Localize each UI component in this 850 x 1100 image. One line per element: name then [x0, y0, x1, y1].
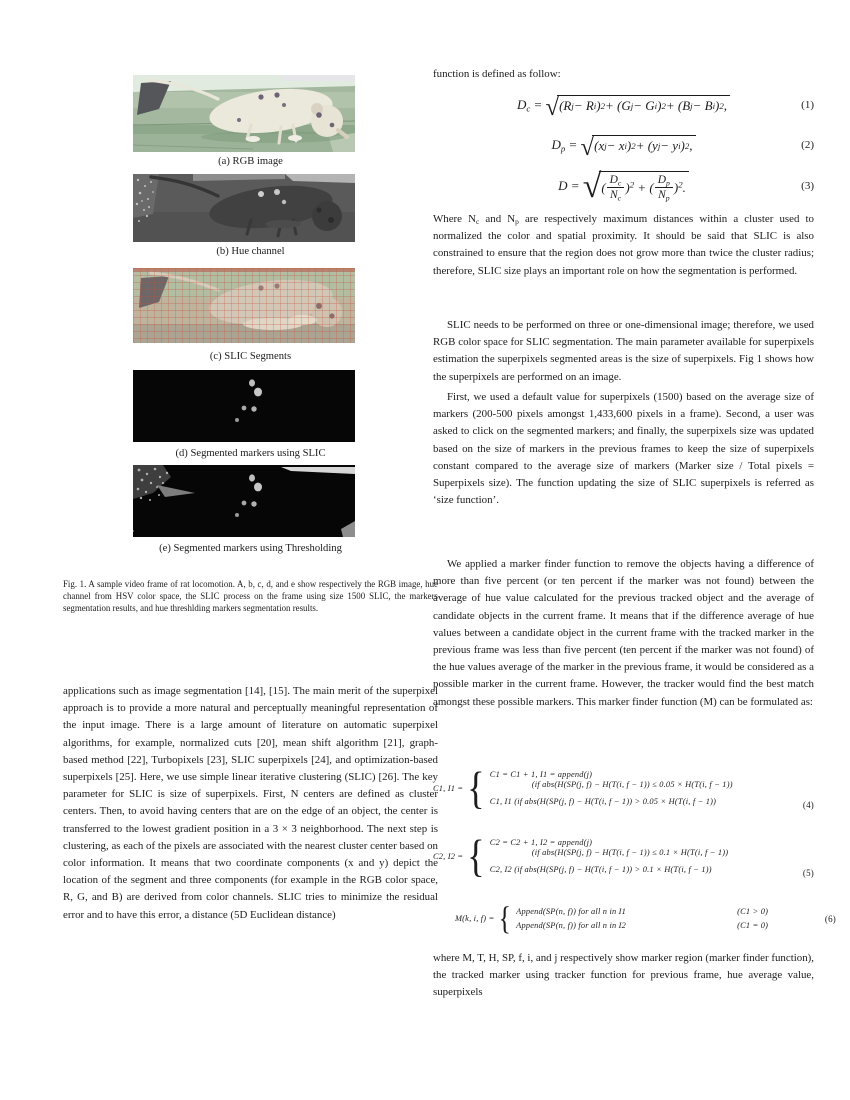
eq1-number: (1) — [801, 99, 814, 111]
subfigure-e-segmented-markers-thresholding — [133, 465, 355, 537]
equation-1 — [433, 86, 814, 124]
subfigure-d-segmented-markers-slic — [133, 370, 355, 442]
subfigure-a-rgb-image — [133, 75, 355, 152]
subfigure-a-caption: (a) RGB image — [218, 156, 283, 167]
subfigure-b-hue-channel — [133, 174, 355, 242]
eq2-number: (2) — [801, 139, 814, 151]
eq3-radicand: ( $\frac{D_c}{N_c}$ )$^2$ + ( $\frac{D_p}{N_p}$ )$^2$. — [599, 171, 689, 201]
left-brace: { — [498, 899, 512, 936]
equation-3 — [433, 163, 814, 209]
eq6-lhs: M(k, i, f) = — [455, 914, 495, 923]
left-brace: { — [467, 831, 485, 881]
eq6-cases: Append(SP(n, f)) for all n in I1 (C1 > 0) Append(SP(n, f)) for all n in I2 (C1 = 0) — [516, 907, 769, 930]
equation-5 — [433, 831, 814, 881]
subfigure-c-caption: (c) SLIC Segments — [209, 351, 292, 362]
eq4-number: (4) — [802, 800, 814, 810]
equation-2 — [433, 128, 814, 162]
right-column — [433, 0, 836, 1100]
left-body-paragraph: applications such as image segmentation [14], [15]. The main merit of the superpixel approach is to provide a more natural and perceptually meaningful representation of the input image. There is a large amount of literature on automatic superpixel algorithms, for example, normalized cuts [20], mean shift algorithm [21], graph-based method [22], Turbopixels [23], SLIC superpixels [24], and optimization-based superpixels [25]. Here, we use simple linear iterative clustering (SLIC) [26]. The key parameter for SLIC is size of superpixels. First, N centers are defined as cluster centers. Then, to avoid having centers that are on the edge of an object, the center is transferred to the lowest gradient position in a 3 × 3 neighborhood. The next step is clustering, as each of the pixels are associated with the nearest cluster center based on color information. It means that two coordinate components (x and y) depict the location of the segment and three components (for example in the RGB color space, R, G, and B) are derived from color channels. SLIC tries to minimize the residual error and to have this error, a distance (5D Euclidean distance) — [63, 685, 438, 921]
subfigure-d-caption: (d) Segmented markers using SLIC — [175, 448, 326, 459]
subfigure-c-slic-segments — [133, 268, 355, 343]
eq2-lhs: $D_p$ = — [551, 137, 578, 154]
paragraph-where-nc-np: Where $N_c$ and $N_p$ are respectively maximum distances within a cluster used to normalized the color and spatial proximity. It should be said that SLIC is also constrained to ensure that the region does not grow more than twice the cluster radius; therefore, SLIC size plays an important role on how the segmentation is performed. — [433, 213, 814, 277]
eq5-cases: C2 = C2 + 1, I2 = append(j) (if abs(H(SP(j, f) − H(T(i, f − 1)) ≤ 0.1 × H(T(i, f − 1)) C2, I2 (if abs(H(SP(j, f) − H(T(i, f − 1)) > 0.1 × H(T(i, f − 1)) — [489, 838, 729, 874]
eq6-number: (6) — [824, 913, 836, 924]
eq3-number: (3) — [801, 180, 814, 192]
eq5-number: (5) — [802, 868, 814, 878]
eq5-lhs: C2, I2 = — [433, 851, 464, 861]
sqrt-radical: √ ( $\frac{D_c}{N_c}$ )$^2$ + ( $\frac{D_p}{N_p}$ )$^2$. — [583, 171, 689, 201]
sqrt-radical: √ (R j − R i ) 2 + (G j − G i ) 2 + (B j − B i ) 2 , — [546, 95, 731, 116]
paragraph-marker-finder: We applied a marker finder function to remove the objects having a difference of more than five percent (or ten percent if the marker was not found) between the average of hue value calculated for the previous tracked object and the average of candidate objects in the current frame. It means that if the difference average of hue values between a candidate object in the current frame with the tracked marker in the previous frame was less than five percent (ten percent if the marker was not found) of the hue values average of the marker in the previous frame, it would be considered as a possible marker in the current frame. However, the tracker would find the best match amongst these possible markers. This marker finder function (M) can be formulated as: — [433, 558, 814, 708]
equation-6 — [433, 899, 836, 936]
fraction-dp-np: $\frac{D_p}{N_p}$ — [655, 174, 673, 201]
equation-4 — [433, 763, 814, 813]
sqrt-radical: √ (x j − x i ) 2 + (y j − y i ) 2 , — [581, 135, 696, 156]
eq2-radicand: (x j − x i ) 2 + (y j − y i ) 2 , — [592, 135, 695, 154]
intro-line: function is defined as follow: — [433, 68, 561, 80]
subfigure-b-caption: (b) Hue channel — [216, 246, 285, 257]
left-column — [63, 0, 438, 1100]
subfigure-e-caption: (e) Segmented markers using Thresholding — [159, 543, 342, 554]
paragraph-slic-needs: SLIC needs to be performed on three or one-dimensional image; therefore, we used RGB color space for SLIC segmentation. The main parameter available for superpixels estimation the superpixels segmented areas is the size of superpixels. Fig 1 shows how the superpixels are performed on an image. — [433, 319, 814, 383]
left-brace: { — [467, 763, 485, 813]
eq1-lhs: $D_c$ = — [516, 97, 543, 114]
paragraph-first-default: First, we used a default value for superpixels (1500) based on the average size of markers (200-500 pixels amongst 1,433,600 pixels in a frame). Second, a user was asked to click on the segmented markers; and finally, the superpixels size was updated based on the size of markers in the previous frames to keep the size of superpixels constant compared to the average size of markers (Marker size / Total pixels = Superpixels size). The function updating the size of SLIC superpixels is referred as ‘size function’. — [433, 391, 814, 507]
eq3-lhs: D = — [558, 178, 580, 193]
eq4-lhs: C1, I1 = — [433, 783, 464, 793]
eq4-cases: C1 = C1 + 1, I1 = append(j) (if abs(H(SP(j, f) − H(T(i, f − 1)) ≤ 0.05 × H(T(i, f − 1)) C1, I1 (if abs(H(SP(j, f) − H(T(i, f − 1)) > 0.05 × H(T(i, f − 1)) — [489, 770, 733, 806]
fraction-dc-nc: $\frac{D_c}{N_c}$ — [607, 174, 625, 201]
figure-1-caption: Fig. 1. A sample video frame of rat locomotion. A, b, c, d, and e show respectively the RGB image, hue channel from HSV color space, the SLIC process on the frame using size 1500 SLIC, the markers segmentation results, and hue threshlding markers segmentation results. — [63, 579, 438, 614]
paragraph-where-symbols: where M, T, H, SP, f, i, and j respectively show marker region (marker finder function), the tracked marker using tracker function for previous frame, hue average value, superpixels — [433, 952, 814, 999]
eq1-radicand: (R j − R i ) 2 + (G j − G i ) 2 + (B j − B i ) 2 , — [557, 95, 730, 114]
